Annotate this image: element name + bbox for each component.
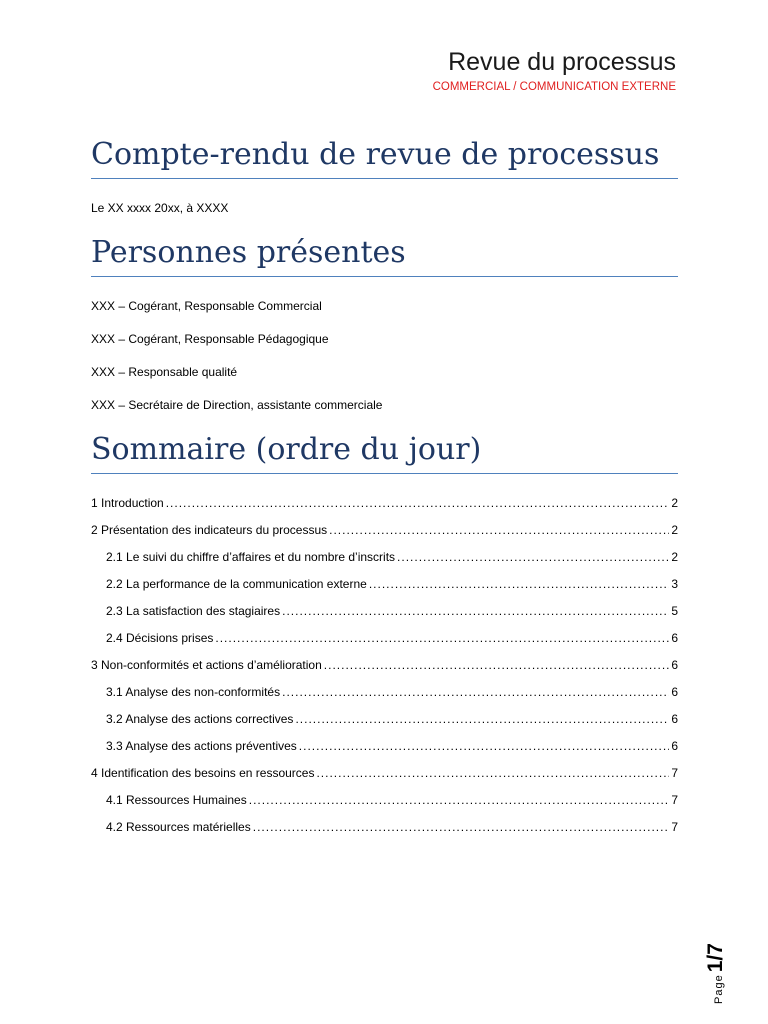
toc-entry[interactable]: [91, 738, 678, 765]
toc-entry-label: 2.4 Décisions prises: [106, 631, 214, 645]
toc-leader-dots: [295, 711, 669, 727]
toc-entry[interactable]: [91, 576, 678, 603]
toc-entry[interactable]: [91, 603, 678, 630]
toc-entry[interactable]: [91, 549, 678, 576]
meeting-info: Le XX xxxx 20xx, à XXXX: [91, 201, 229, 215]
toc-entry-label: 3.3 Analyse des actions préventives: [106, 739, 297, 753]
header-title: Revue du processus: [448, 48, 676, 76]
toc-entry[interactable]: [91, 684, 678, 711]
toc-entry[interactable]: [91, 495, 678, 522]
toc-leader-dots: [282, 603, 669, 619]
toc-entry[interactable]: [91, 522, 678, 549]
toc-leader-dots: [249, 792, 670, 808]
toc-entry[interactable]: [91, 711, 678, 738]
toc-leader-dots: [329, 522, 669, 538]
toc-entry-page: 6: [671, 631, 678, 645]
toc-entry-label: 3.1 Analyse des non-conformités: [106, 685, 281, 699]
page-fraction: 1/7: [704, 943, 727, 973]
toc-leader-dots: [282, 684, 669, 700]
toc-leader-dots: [397, 549, 669, 565]
toc-entry-label: 2.3 La satisfaction des stagiaires: [106, 604, 281, 618]
toc-entry[interactable]: [91, 630, 678, 657]
toc-leader-dots: [166, 495, 670, 511]
toc-entry-label: 2.1 Le suivi du chiffre d’affaires et du nombre d’inscrits: [106, 550, 396, 564]
toc-entry-page: 2: [671, 523, 678, 537]
toc-leader-dots: [316, 765, 669, 781]
toc-entry-page: 2: [671, 550, 678, 564]
toc-entry-page: 6: [671, 739, 678, 753]
toc-entry-page: 6: [671, 658, 678, 672]
toc-leader-dots: [369, 576, 670, 592]
attendee-item: XXX – Cogérant, Responsable Pédagogique: [91, 332, 329, 346]
toc-entry-label: 3 Non-conformités et actions d’amélioration: [91, 658, 322, 672]
summary-heading: Sommaire (ordre du jour): [91, 431, 678, 474]
toc-entry-label: 3.2 Analyse des actions correctives: [106, 712, 294, 726]
toc-entry-page: 6: [671, 712, 678, 726]
toc-entry-page: 7: [671, 820, 678, 834]
toc-entry-page: 7: [671, 793, 678, 807]
toc-entry[interactable]: [91, 819, 678, 846]
toc-leader-dots: [324, 657, 670, 673]
toc-entry-label: 4.1 Ressources Humaines: [106, 793, 247, 807]
attendee-item: XXX – Cogérant, Responsable Commercial: [91, 299, 322, 313]
attendee-item: XXX – Secrétaire de Direction, assistante commerciale: [91, 398, 383, 412]
page-number: [690, 940, 750, 1010]
toc-entry-label: 2.2 La performance de la communication externe: [106, 577, 367, 591]
attendee-item: XXX – Responsable qualité: [91, 365, 238, 379]
report-title: Compte-rendu de revue de processus: [91, 136, 678, 179]
toc-entry-page: 5: [671, 604, 678, 618]
toc-entry[interactable]: [91, 657, 678, 684]
page-header: [433, 46, 676, 95]
toc-entry-page: 3: [671, 577, 678, 591]
toc-entry[interactable]: [91, 765, 678, 792]
toc-entry-page: 6: [671, 685, 678, 699]
toc-entry-label: 2 Présentation des indicateurs du processus: [91, 523, 328, 537]
toc-leader-dots: [215, 630, 669, 646]
header-subtitle: COMMERCIAL / COMMUNICATION EXTERNE: [432, 81, 676, 93]
toc-entry-label: 4 Identification des besoins en ressources: [91, 766, 315, 780]
page-word: Page: [713, 974, 725, 1004]
toc-leader-dots: [253, 819, 670, 835]
toc-entry-label: 1 Introduction: [91, 496, 164, 510]
table-of-contents: [91, 495, 678, 846]
toc-leader-dots: [299, 738, 670, 754]
toc-entry[interactable]: [91, 792, 678, 819]
toc-entry-label: 4.2 Ressources matérielles: [106, 820, 251, 834]
attendees-heading: Personnes présentes: [91, 234, 678, 277]
toc-entry-page: 2: [671, 496, 678, 510]
toc-entry-page: 7: [671, 766, 678, 780]
